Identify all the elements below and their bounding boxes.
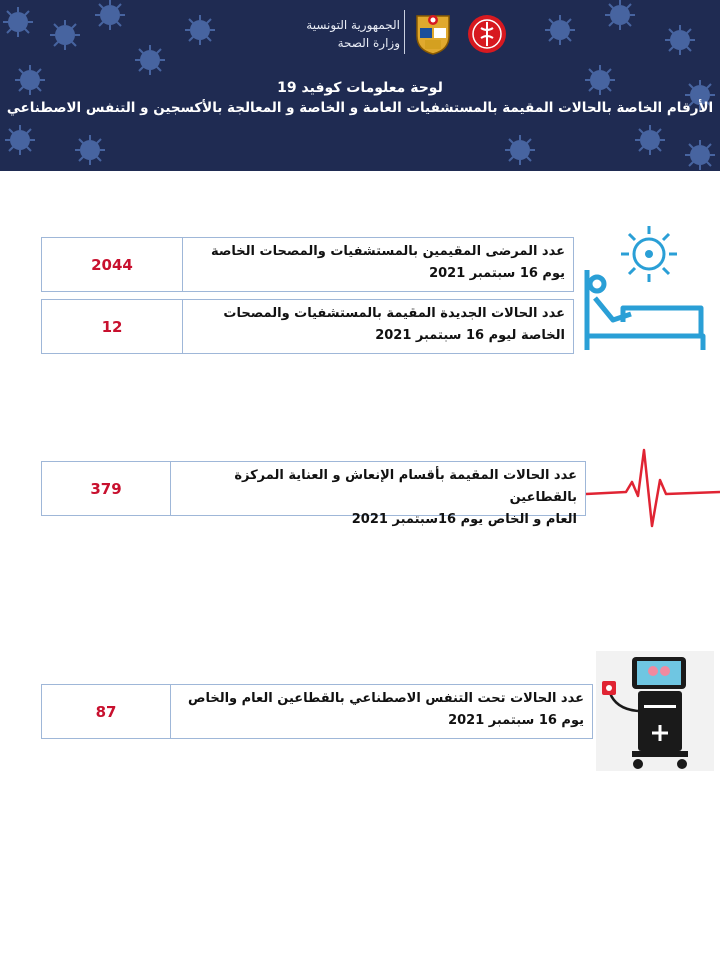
stat-label-line2: يوم 16 سبتمبر 2021: [429, 266, 565, 281]
stat-label-line1: عدد الحالات تحت التنفس الاصطناعي بالقطاعين العام والخاص: [187, 691, 584, 706]
title-line1: لوحة معلومات كوفيد 19: [277, 80, 443, 96]
stat-label: [183, 300, 573, 353]
stat-row-icu: [41, 461, 586, 527]
ministry-line1: الجمهورية التونسية: [306, 18, 400, 32]
ventilator-icon: [596, 651, 714, 771]
stat-label: [183, 238, 573, 291]
stat-label: [171, 685, 592, 738]
stat-value: 12: [42, 300, 183, 353]
stat-label-line2: الخاصة ليوم 16 سبتمبر 2021: [375, 328, 565, 343]
header-banner: [0, 0, 720, 171]
title-line2: الأرقام الخاصة بالحالات المقيمة بالمستشفيات العامة و الخاصة و المعالجة بالأكسجين و التنفس الاصطناعي: [6, 100, 714, 116]
ministry-line2: وزارة الصحة: [337, 36, 400, 50]
stat-row-hospitalized: [41, 237, 574, 292]
hospital-bed-icon: [583, 222, 708, 354]
stat-value: 379: [42, 462, 171, 515]
stat-label-line2: العام و الخاص يوم 16سبتمبر 2021: [351, 512, 577, 527]
stat-value: 2044: [42, 238, 183, 291]
header-divider: [404, 10, 405, 54]
stat-label: [171, 462, 585, 527]
ministry-name: [270, 16, 400, 52]
stat-label-line1: عدد الحالات الجديدة المقيمة بالمستشفيات والمصحات: [223, 306, 565, 321]
tunisia-coat-of-arms-icon: [413, 10, 453, 56]
stat-label-line1: عدد الحالات المقيمة بأقسام الإنعاش و العناية المركزة بالقطاعين: [234, 468, 577, 505]
stat-row-new-cases: [41, 299, 574, 354]
stat-value: 87: [42, 685, 171, 738]
stat-label-line2: يوم 16 سبتمبر 2021: [448, 713, 584, 728]
heartbeat-icon: [586, 442, 720, 532]
stat-label-line1: عدد المرضى المقيمين بالمستشفيات والمصحات الخاصة: [210, 244, 565, 259]
ministry-health-logo-icon: [467, 14, 507, 54]
stat-row-ventilation: [41, 684, 593, 739]
page-title: [0, 78, 720, 118]
